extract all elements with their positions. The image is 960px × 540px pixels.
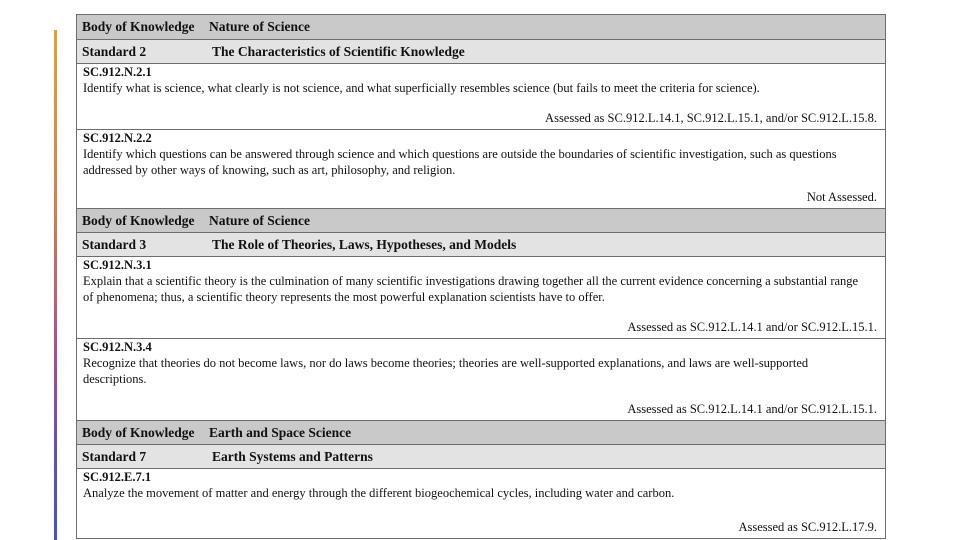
benchmark-assessment: Assessed as SC.912.L.17.9. bbox=[738, 520, 877, 534]
body-of-knowledge-label: Body of Knowledge bbox=[82, 19, 195, 34]
body-of-knowledge-value: Nature of Science bbox=[209, 19, 310, 34]
body-of-knowledge-label: Body of Knowledge bbox=[82, 212, 195, 228]
body-of-knowledge-value: Earth and Space Science bbox=[209, 424, 352, 440]
benchmark-row bbox=[77, 64, 885, 130]
benchmark-code: SC.912.N.3.1 bbox=[83, 258, 152, 272]
benchmark-code: SC.912.E.7.1 bbox=[83, 470, 152, 484]
body-of-knowledge-row bbox=[77, 15, 885, 40]
standard-label: Standard 7 bbox=[82, 448, 147, 464]
body-of-knowledge-row bbox=[77, 421, 885, 445]
standard-row bbox=[77, 233, 885, 257]
benchmark-row bbox=[77, 469, 885, 538]
body-of-knowledge-label: Body of Knowledge bbox=[82, 424, 195, 440]
standard-row bbox=[77, 40, 885, 64]
benchmark-description: Identify what is science, what clearly is not science, and what superficially resembles science (but fails to meet the criteria for science). bbox=[83, 81, 760, 95]
benchmark-code: SC.912.N.2.1 bbox=[83, 65, 152, 79]
benchmark-code: SC.912.N.2.2 bbox=[83, 131, 152, 145]
benchmark-row bbox=[77, 339, 885, 421]
standard-label: Standard 3 bbox=[82, 236, 147, 252]
benchmark-description: Recognize that theories do not become laws, nor do laws become theories; theories are well-supported explanations, and laws are well-supported descriptions. bbox=[83, 356, 809, 386]
body-of-knowledge-row bbox=[77, 209, 885, 233]
benchmark-description: Identify which questions can be answered through science and which questions are outside the boundaries of scientific investigation, such as questions addressed by other ways of knowing, such as art, philosophy, and religion. bbox=[83, 147, 837, 177]
slide-accent-bar bbox=[54, 30, 57, 540]
benchmark-code: SC.912.N.3.4 bbox=[83, 340, 152, 354]
benchmark-assessment: Not Assessed. bbox=[806, 190, 877, 204]
benchmark-assessment: Assessed as SC.912.L.14.1 and/or SC.912.L.15.1. bbox=[627, 402, 877, 416]
body-of-knowledge-value: Nature of Science bbox=[209, 212, 310, 228]
benchmark-row bbox=[77, 130, 885, 209]
standard-row bbox=[77, 445, 885, 469]
standard-title: Earth Systems and Patterns bbox=[212, 448, 373, 464]
benchmark-assessment: Assessed as SC.912.L.14.1 and/or SC.912.L.15.1. bbox=[627, 320, 877, 334]
benchmark-description: Explain that a scientific theory is the culmination of many scientific investigations drawing together all the current evidence concerning a substantial range of phenomena; thus, a scientific theory represents the most powerful explanation scientists have to offer. bbox=[83, 274, 859, 304]
standard-title: The Characteristics of Scientific Knowledge bbox=[212, 43, 465, 59]
standard-label: Standard 2 bbox=[82, 43, 147, 59]
standard-title: The Role of Theories, Laws, Hypotheses, and Models bbox=[212, 236, 517, 252]
benchmark-description: Analyze the movement of matter and energy through the different biogeochemical cycles, including water and carbon. bbox=[83, 486, 675, 500]
benchmark-table bbox=[76, 14, 886, 539]
benchmark-assessment: Assessed as SC.912.L.14.1, SC.912.L.15.1, and/or SC.912.L.15.8. bbox=[545, 111, 877, 125]
benchmark-row bbox=[77, 257, 885, 339]
